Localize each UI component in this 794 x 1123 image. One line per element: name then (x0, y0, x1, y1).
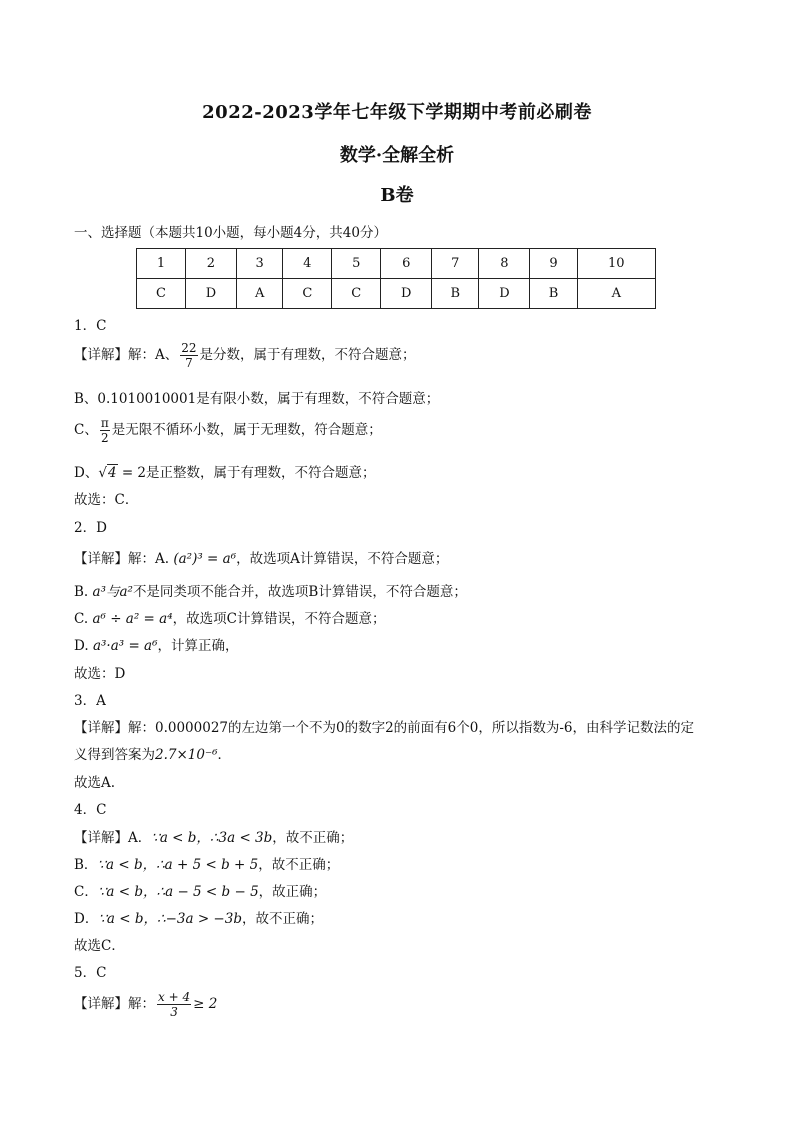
document-title: 2022-2023学年七年级下学期期中考前必刷卷 (202, 102, 592, 123)
q4-line-c-math: ∵a < b，∴a − 5 < b − 5 (97, 884, 259, 900)
question-number-cell: 2 (185, 249, 236, 279)
q2-line-b-suffix: 不是同类项不能合并，故选项B计算错误，不符合题意； (132, 584, 467, 600)
q3-line-2-math: 2.7×10⁻⁶ (155, 747, 218, 763)
question-number-cell: 4 (283, 249, 332, 279)
q4-conclusion: 故选C． (74, 938, 125, 954)
answer-cell: A (236, 279, 282, 309)
q2-line-a-suffix: ，故选项A计算错误，不符合题意； (236, 551, 449, 567)
q3-line-1: 【详解】解：0.0000027的左边第一个不为0的数字2的前面有6个0，所以指数为-6，由科学记数法的定 (74, 720, 695, 736)
answer-cell: A (577, 279, 655, 309)
answer-table-answer-row (137, 279, 656, 309)
answer-cell: B (432, 279, 479, 309)
q1-line-d-prefix: D、 (74, 465, 99, 481)
q4-line-a (74, 826, 353, 846)
q4-line-d-math: ∵a < b，∴−3a > −3b (98, 911, 242, 927)
fraction-denominator: 3 (170, 1005, 178, 1019)
q4-line-a-math: ∵a < b，∴3a < 3b (151, 830, 273, 846)
q1-line-a (74, 341, 416, 370)
square-root (98, 464, 117, 481)
fraction-numerator: 22 (181, 341, 197, 355)
question-number-cell: 10 (577, 249, 655, 279)
q2-line-c-suffix: ，故选项C计算错误，不符合题意； (172, 611, 386, 627)
answer-table-number-row (137, 249, 656, 279)
q2-line-b-prefix: B. (74, 584, 93, 600)
question-number-cell: 3 (236, 249, 282, 279)
q1-conclusion: 故选：C． (74, 492, 139, 508)
q2-line-a-math: (a²)³ = a⁶ (173, 551, 237, 567)
q1-line-a-prefix: 【详解】解：A、 (74, 347, 179, 363)
document-subtitle: 数学·全解全析 (339, 145, 455, 166)
q2-line-a-prefix: 【详解】解：A. (74, 551, 174, 567)
document-volume: B卷 (380, 185, 414, 206)
q5-heading: 5．C (74, 965, 107, 981)
q4-line-b (74, 853, 339, 873)
q1-line-b: B、0.1010010001是有限小数，属于有理数，不符合题意； (74, 391, 440, 407)
q4-line-c-prefix: C． (74, 884, 98, 900)
q1-line-c (74, 416, 382, 445)
fraction (157, 990, 191, 1019)
q1-heading: 1．C (74, 318, 107, 334)
q1-line-d-suffix: = 2是正整数，属于有理数，不符合题意； (117, 465, 376, 481)
q5-line-a-prefix: 【详解】解： (74, 996, 155, 1012)
q1-line-c-prefix: C、 (74, 422, 98, 438)
radicand: 4 (107, 465, 117, 481)
q4-line-d-suffix: ，故不正确； (241, 911, 323, 927)
answer-cell: D (381, 279, 432, 309)
fraction-numerator: x + 4 (158, 990, 191, 1004)
q4-line-a-prefix: 【详解】A． (74, 830, 152, 846)
q3-line-2-prefix: 义得到答案为 (74, 747, 155, 763)
q4-heading: 4．C (74, 802, 107, 818)
q2-line-c-prefix: C. (74, 611, 93, 627)
fraction-numerator: π (100, 416, 109, 430)
fraction (100, 416, 110, 445)
q2-line-d-prefix: D. (74, 638, 93, 654)
q4-line-d-prefix: D． (74, 911, 99, 927)
question-number-cell: 7 (432, 249, 479, 279)
q3-heading: 3．A (74, 693, 106, 709)
q1-line-d (74, 461, 376, 481)
q3-line-2 (74, 743, 231, 763)
q2-line-b-math: a³与a² (92, 584, 133, 600)
question-number-cell: 6 (381, 249, 432, 279)
fraction (180, 341, 197, 370)
q4-line-d (74, 907, 323, 927)
question-number-cell: 9 (530, 249, 577, 279)
fraction-denominator: 2 (100, 431, 109, 445)
q2-line-c (74, 607, 385, 627)
answer-cell: B (530, 279, 577, 309)
q4-line-b-prefix: B． (74, 857, 98, 873)
q4-line-c (74, 880, 326, 900)
answer-table (136, 248, 656, 309)
question-number-cell: 1 (137, 249, 186, 279)
section-title: 一、选择题（本题共10小题，每小题4分，共40分） (74, 225, 387, 241)
q2-heading: 2．D (74, 520, 107, 536)
answer-cell: C (137, 279, 186, 309)
question-number-cell: 5 (332, 249, 381, 279)
radical-sign: √ (98, 465, 107, 481)
q1-line-c-suffix: 是无限不循环小数，属于无理数，符合题意； (111, 422, 382, 438)
answer-cell: D (185, 279, 236, 309)
q4-line-b-math: ∵a < b，∴a + 5 < b + 5 (97, 857, 259, 873)
question-number-cell: 8 (479, 249, 530, 279)
answer-cell: C (283, 279, 332, 309)
q1-line-a-suffix: 是分数，属于有理数，不符合题意； (199, 347, 416, 363)
q5-line-a-suffix: ≥ 2 (193, 996, 218, 1012)
q4-line-c-suffix: ，故正确； (258, 884, 327, 900)
q2-line-d (74, 634, 239, 654)
q5-line-a (74, 990, 217, 1019)
answer-cell: D (479, 279, 530, 309)
q2-line-d-math: a³·a³ = a⁶ (92, 638, 158, 654)
q2-conclusion: 故选：D (74, 666, 126, 682)
q2-line-a (74, 547, 448, 567)
q2-line-c-math: a⁶ ÷ a² = a⁴ (92, 611, 173, 627)
q4-line-a-suffix: ，故不正确； (272, 830, 354, 846)
q2-line-d-suffix: ，计算正确， (157, 638, 239, 654)
q4-line-b-suffix: ，故不正确； (258, 857, 340, 873)
q2-line-b (74, 580, 467, 600)
fraction-denominator: 7 (185, 356, 193, 370)
q3-conclusion: 故选A. (74, 775, 116, 791)
answer-cell: C (332, 279, 381, 309)
q3-line-2-suffix: ． (217, 747, 231, 763)
